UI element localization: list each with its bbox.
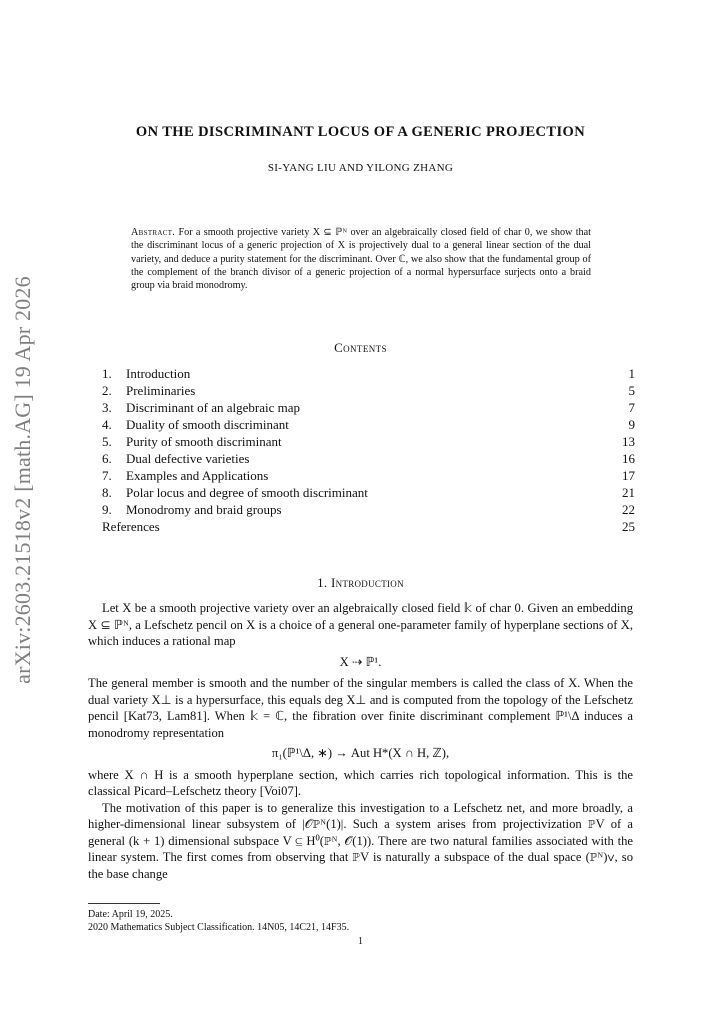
- toc-entry-title: Polar locus and degree of smooth discriminant: [126, 485, 368, 500]
- section-heading: 1. Introduction: [317, 575, 404, 590]
- footnotes: [88, 908, 633, 934]
- contents-heading: Contents: [334, 340, 387, 355]
- toc-entry-title: Purity of smooth discriminant: [126, 434, 282, 449]
- toc-entry-title: Preliminaries: [126, 383, 196, 398]
- paragraph: The general member is smooth and the number of the singular members is called the class of X. When the dual variety X⊥ is a hypersurface, this equals deg X⊥ and is computed from the topology of the Lefschetz pencil [Kat73, Lam81]. When 𝕜 = ℂ, the fibration over finite discriminant complement ℙ¹\Δ induces a monodromy representation: [88, 676, 633, 740]
- footnote-date: Date: April 19, 2025.: [88, 909, 173, 920]
- paragraph: The motivation of this paper is to generalize this investigation to a Lefschetz net, and more broadly, a higher-dimensional linear subsystem of |𝒪ℙᴺ(1)|. Such a system arises from projectivization ℙV of a general (k + 1) dimensional subspace V ⊆ H⁰(ℙᴺ, 𝒪(1)). There are two natural families associated with the linear system. The first comes from observing that ℙV is naturally a subspace of the dual space (ℙᴺ)∨, so the base change: [88, 800, 633, 881]
- toc-entry-references[interactable]: [102, 519, 635, 536]
- toc-entry-number: 1.: [102, 366, 112, 381]
- toc-entry-number: 6.: [102, 451, 112, 466]
- toc-entry[interactable]: [102, 400, 635, 417]
- toc-entry-page: 7: [628, 400, 635, 415]
- toc-entry-page: 21: [622, 485, 635, 500]
- toc-entry-page: 22: [622, 502, 635, 517]
- display-equation: X ⇢ ℙ¹.: [339, 654, 382, 669]
- toc-entry-page: 1: [628, 366, 635, 381]
- toc-entry[interactable]: [102, 434, 635, 451]
- toc-entry-title: Introduction: [126, 366, 191, 381]
- toc-entry[interactable]: [102, 485, 635, 502]
- toc-entry-number: 2.: [102, 383, 112, 398]
- arxiv-identifier: arXiv:2603.21518v2 [math.AG] 19 Apr 2026: [10, 276, 35, 684]
- toc-entry-title: Dual defective varieties: [126, 451, 250, 466]
- display-equation: π₁(ℙ¹\Δ, ∗) → Aut H*(X ∩ H, ℤ),: [271, 746, 450, 760]
- toc-entry[interactable]: [102, 502, 635, 519]
- toc-entry-number: 5.: [102, 434, 112, 449]
- toc-entry-number: 8.: [102, 485, 112, 500]
- toc-entry-page: 5: [628, 383, 635, 398]
- toc-entry-page: 16: [622, 451, 635, 466]
- toc-entry-number: 9.: [102, 502, 112, 517]
- footnote-rule: [88, 903, 160, 904]
- toc-entry-title: Monodromy and braid groups: [126, 502, 282, 517]
- paragraph: where X ∩ H is a smooth hyperplane section, which carries rich topological information. This is the classical Picard–Lefschetz theory [Voi07].: [88, 767, 633, 798]
- toc-entry[interactable]: [102, 468, 635, 485]
- toc-references-title: References: [102, 519, 160, 534]
- toc-entry-title: Discriminant of an algebraic map: [126, 400, 300, 415]
- toc-entry-title: Duality of smooth discriminant: [126, 417, 289, 432]
- paragraph: Let X be a smooth projective variety over an algebraically closed field 𝕜 of char 0. Given an embedding X ⊆ ℙᴺ, a Lefschetz pencil on X is a choice of a general one-parameter family of hyperplane sections of X, which induces a rational map: [88, 601, 633, 648]
- toc-entry[interactable]: [102, 366, 635, 383]
- abstract-label: Abstract.: [131, 227, 176, 238]
- paper-authors: SI-YANG LIU AND YILONG ZHANG: [267, 162, 454, 174]
- table-of-contents: [102, 366, 635, 536]
- toc-references-page: 25: [622, 519, 635, 534]
- abstract-text: For a smooth projective variety X ⊆ ℙᴺ over an algebraically closed field of char 0, we show that the discriminant locus of a generic projection of X is projectively dual to a general linear section of the dual variety, and deduce a purity statement for the discriminant. Over ℂ, we also show that the fundamental group of the complement of the branch divisor of a generic projection of a normal hypersurface surjects onto a braid group via braid monodromy.: [131, 227, 591, 292]
- toc-entry-page: 13: [622, 434, 635, 449]
- abstract: [131, 226, 591, 292]
- toc-entry-page: 9: [628, 417, 635, 432]
- toc-entry[interactable]: [102, 451, 635, 468]
- page-number: 1: [358, 936, 363, 947]
- toc-entry[interactable]: [102, 417, 635, 434]
- section-body: [88, 600, 633, 882]
- toc-entry-page: 17: [622, 468, 635, 483]
- footnote-msc: 2020 Mathematics Subject Classification. 14N05, 14C21, 14F35.: [88, 922, 350, 933]
- toc-entry-title: Examples and Applications: [126, 468, 269, 483]
- paper-title: ON THE DISCRIMINANT LOCUS OF A GENERIC PROJECTION: [135, 124, 586, 140]
- toc-entry-number: 4.: [102, 417, 112, 432]
- toc-entry[interactable]: [102, 383, 635, 400]
- toc-entry-number: 3.: [102, 400, 112, 415]
- toc-entry-number: 7.: [102, 468, 112, 483]
